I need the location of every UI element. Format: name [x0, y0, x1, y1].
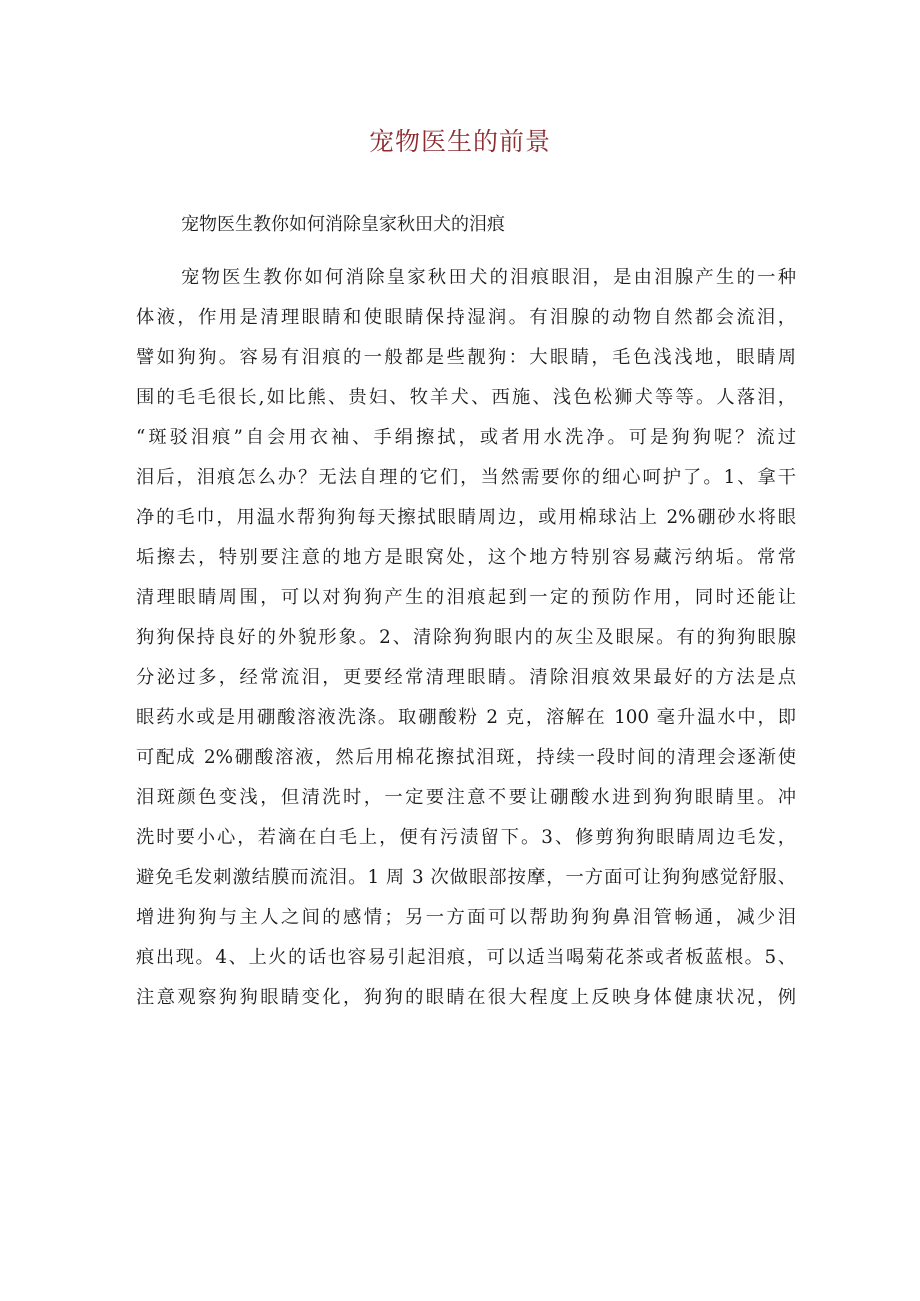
- body-line: 宠物医生教你如何消除皇家秋田犬的泪痕眼泪，是由泪腺产生的一种: [181, 267, 796, 288]
- body-line: 痕出现。4、上火的话也容易引起泪痕，可以适当喝菊花茶或者板蓝根。5、: [136, 947, 796, 968]
- body-line: 垢擦去，特别要注意的地方是眼窝处，这个地方特别容易藏污纳垢。常常: [136, 547, 796, 568]
- body-line: 净的毛巾，用温水帮狗狗每天擦拭眼睛周边，或用棉球沾上 2%硼砂水将眼: [136, 507, 796, 528]
- body-line: 眼药水或是用硼酸溶液洗涤。取硼酸粉 2 克，溶解在 100 毫升温水中，即: [136, 707, 796, 728]
- body-line: 可配成 2%硼酸溶液，然后用棉花擦拭泪斑，持续一段时间的清理会逐渐使: [136, 747, 796, 768]
- body-line: 围的毛毛很长,如比熊、贵妇、牧羊犬、西施、浅色松狮犬等等。人落泪，: [136, 387, 796, 408]
- document-subtitle: 宠物医生教你如何消除皇家秋田犬的泪痕: [181, 214, 505, 235]
- document-title: 宠物医生的前景: [368, 127, 551, 156]
- body-line: 体液，作用是清理眼睛和使眼睛保持湿润。有泪腺的动物自然都会流泪，: [136, 307, 796, 328]
- body-line: 增进狗狗与主人之间的感情；另一方面可以帮助狗狗鼻泪管畅通，减少泪: [136, 907, 796, 928]
- body-line: 譬如狗狗。容易有泪痕的一般都是些靓狗：大眼睛，毛色浅浅地，眼睛周: [136, 347, 796, 368]
- body-line: 分泌过多，经常流泪，更要经常清理眼睛。清除泪痕效果最好的方法是点: [136, 667, 796, 688]
- body-line: 泪斑颜色变浅，但清洗时，一定要注意不要让硼酸水进到狗狗眼睛里。冲: [136, 787, 796, 808]
- body-line: 清理眼睛周围，可以对狗狗产生的泪痕起到一定的预防作用，同时还能让: [136, 587, 796, 608]
- body-line: 狗狗保持良好的外貌形象。2、清除狗狗眼内的灰尘及眼屎。有的狗狗眼腺: [136, 627, 796, 648]
- body-line: 泪后，泪痕怎么办？无法自理的它们，当然需要你的细心呵护了。1、拿干: [136, 467, 796, 488]
- body-line: 避免毛发刺激结膜而流泪。1 周 3 次做眼部按摩，一方面可让狗狗感觉舒服、: [136, 867, 796, 888]
- document-body: [136, 258, 796, 1018]
- body-line: “斑驳泪痕”自会用衣袖、手绢擦拭，或者用水洗净。可是狗狗呢？流过: [136, 427, 796, 448]
- body-line: 洗时要小心，若滴在白毛上，便有污渍留下。3、修剪狗狗眼睛周边毛发，: [136, 827, 796, 848]
- body-line: 注意观察狗狗眼睛变化，狗狗的眼睛在很大程度上反映身体健康状况，例: [136, 987, 796, 1008]
